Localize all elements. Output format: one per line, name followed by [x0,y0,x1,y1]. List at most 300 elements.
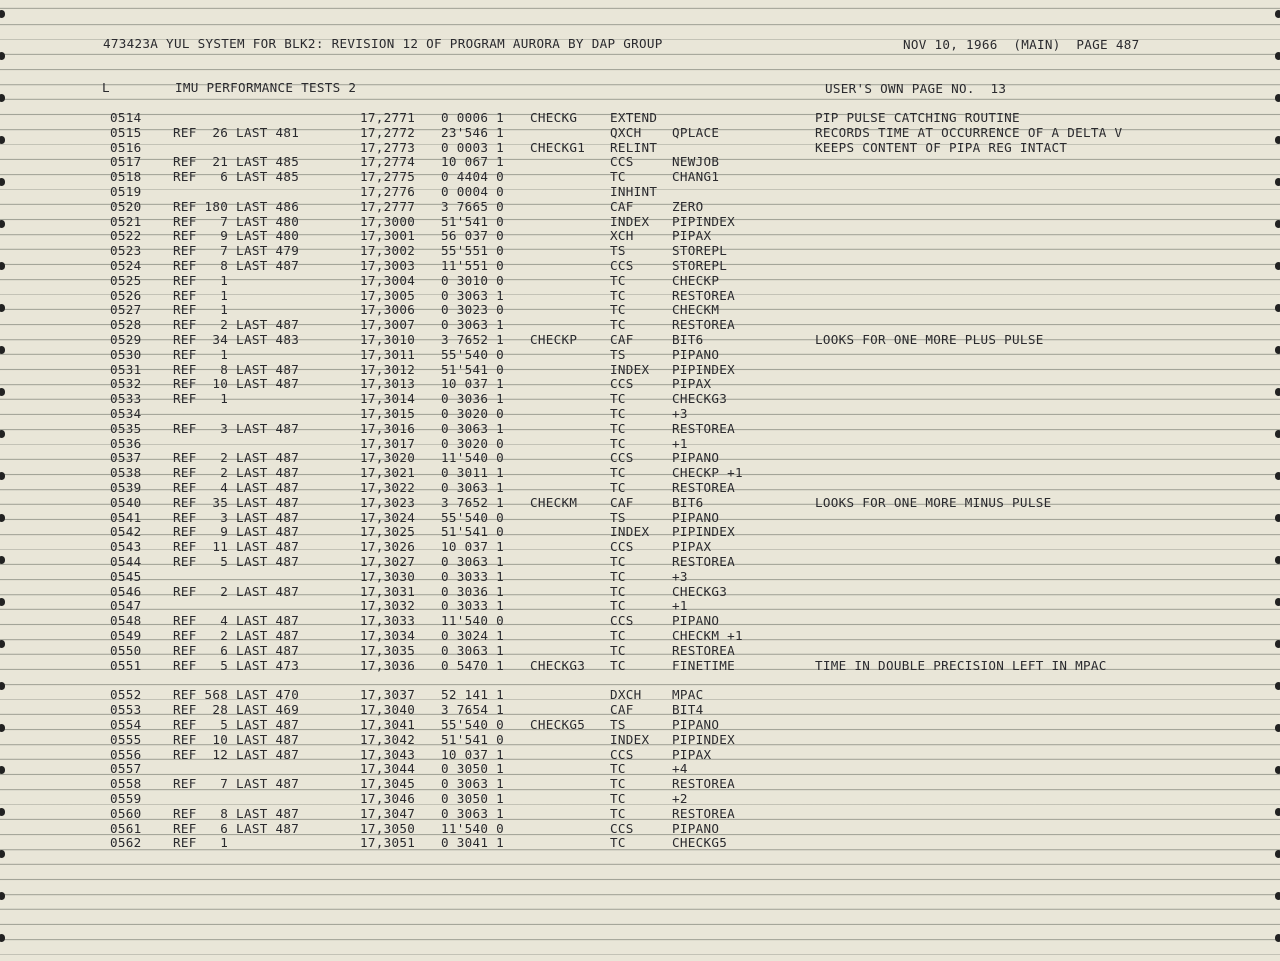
address: 17,3037 [360,687,416,703]
tractor-hole [0,598,5,606]
operand: CHECKM [672,302,720,318]
octal-code: 0 3036 1 [441,391,505,407]
opcode: TC [610,480,626,495]
reference: REF 28 LAST 469 [173,702,300,718]
reference: REF 568 LAST 470 [173,687,300,703]
header-title: 473423A YUL SYSTEM FOR BLK2: REVISION 12 OF PROGRAM AURORA BY DAP GROUP [103,36,663,51]
reference: REF 10 LAST 487 [173,731,300,747]
address: 17,2773 [360,139,416,155]
reference: REF 180 LAST 486 [173,198,300,214]
opcode: QXCH [610,124,642,140]
opcode: TS [610,346,626,362]
operand: RESTOREA [672,317,736,333]
tractor-hole [1275,682,1280,690]
opcode: INDEX [610,213,650,229]
line-number: 0542 [110,524,142,540]
operand: PIPINDEX [672,213,736,229]
label: CHECKG3 [530,657,586,673]
octal-code: 0 3011 1 [441,465,505,481]
tractor-hole [1275,94,1280,102]
address: 17,3050 [360,820,416,836]
opcode: EXTEND [610,110,658,125]
tractor-hole [1275,514,1280,522]
line-number: 0537 [110,450,142,466]
opcode: TC [610,317,626,333]
opcode: CCS [610,154,634,170]
tractor-hole [1275,598,1280,606]
line-number: 0545 [110,568,142,584]
operand: +3 [672,568,688,584]
line-number: 0514 [110,110,142,125]
opcode: TS [610,717,626,732]
address: 17,3046 [360,791,416,806]
tractor-hole [0,220,5,228]
reference: REF 4 LAST 487 [173,480,300,495]
octal-code: 11'540 0 [441,820,505,836]
line-number: 0535 [110,420,142,436]
reference: REF 26 LAST 481 [173,124,300,140]
subheader-marker: L [102,80,110,95]
address: 17,3051 [360,835,416,851]
line-number: 0533 [110,391,142,407]
line-number: 0517 [110,154,142,170]
octal-code: 3 7665 0 [441,198,505,214]
operand: PIPANO [672,450,720,466]
opcode: TC [610,272,626,288]
tractor-hole [0,262,5,270]
reference: REF 4 LAST 487 [173,613,300,629]
line-number: 0556 [110,746,142,762]
opcode: INDEX [610,361,650,377]
address: 17,3030 [360,568,416,584]
reference: REF 1 [173,272,229,288]
octal-code: 55'540 0 [441,509,505,525]
line-number: 0519 [110,184,142,199]
operand: BIT6 [672,332,704,347]
operand: +1 [672,598,688,614]
address: 17,3003 [360,258,416,273]
reference: REF 9 LAST 480 [173,228,300,244]
line-number: 0541 [110,509,142,525]
opcode: TC [610,805,626,821]
octal-code: 51'541 0 [441,361,505,377]
opcode: TC [610,554,626,569]
address: 17,3032 [360,598,416,614]
octal-code: 0 3063 1 [441,317,505,333]
line-number: 0538 [110,465,142,481]
line-number: 0544 [110,554,142,569]
address: 17,3002 [360,243,416,259]
reference: REF 2 LAST 487 [173,465,300,481]
line-number: 0547 [110,598,142,614]
tractor-hole [1275,892,1280,900]
tractor-hole [1275,220,1280,228]
opcode: TC [610,583,626,599]
operand: RESTOREA [672,776,736,792]
octal-code: 11'540 0 [441,613,505,629]
reference: REF 21 LAST 485 [173,154,300,170]
label: CHECKG [530,110,578,125]
line-number: 0530 [110,346,142,362]
octal-code: 0 3050 1 [441,791,505,806]
tractor-hole [1275,472,1280,480]
line-number: 0550 [110,642,142,658]
address: 17,3001 [360,228,416,244]
reference: REF 7 LAST 487 [173,776,300,792]
tractor-hole [0,94,5,102]
line-number: 0534 [110,406,142,421]
reference: REF 1 [173,835,229,851]
address: 17,3004 [360,272,416,288]
opcode: CCS [610,539,634,555]
tractor-hole [0,430,5,438]
opcode: CCS [610,258,634,273]
comment: PIP PULSE CATCHING ROUTINE [815,110,1020,125]
octal-code: 0 3063 1 [441,805,505,821]
octal-code: 55'551 0 [441,243,505,259]
tractor-hole [1275,640,1280,648]
operand: PIPANO [672,509,720,525]
octal-code: 0 0006 1 [441,110,505,125]
opcode: TS [610,509,626,525]
address: 17,3021 [360,465,416,481]
line-number: 0561 [110,820,142,836]
header-date-page: NOV 10, 1966 (MAIN) PAGE 487 [903,37,1140,52]
line-number: 0520 [110,198,142,214]
operand: BIT6 [672,494,704,510]
reference: REF 9 LAST 487 [173,524,300,540]
operand: CHECKP [672,272,720,288]
tractor-hole [1275,388,1280,396]
address: 17,3016 [360,420,416,436]
opcode: TC [610,420,626,436]
octal-code: 51'541 0 [441,524,505,540]
line-number: 0553 [110,702,142,718]
operand: PIPAX [672,746,712,762]
line-number: 0528 [110,317,142,333]
reference: REF 1 [173,287,229,303]
opcode: TC [610,598,626,614]
line-number: 0551 [110,657,142,673]
tractor-hole [1275,766,1280,774]
octal-code: 10 037 1 [441,746,505,762]
line-number: 0540 [110,494,142,510]
address: 17,3042 [360,731,416,747]
opcode: TC [610,302,626,318]
operand: +1 [672,435,688,451]
operand: CHECKM +1 [672,628,743,643]
opcode: TC [610,791,626,806]
address: 17,3035 [360,642,416,658]
octal-code: 0 3063 1 [441,480,505,495]
operand: MPAC [672,687,704,703]
tractor-hole [1275,136,1280,144]
opcode: TC [610,169,626,185]
octal-code: 0 3063 1 [441,554,505,569]
reference: REF 8 LAST 487 [173,805,300,821]
line-number: 0539 [110,480,142,495]
octal-code: 0 3063 1 [441,287,505,303]
line-number: 0516 [110,139,142,155]
octal-code: 55'540 0 [441,346,505,362]
address: 17,3006 [360,302,416,318]
operand: CHECKG3 [672,583,728,599]
address: 17,3005 [360,287,416,303]
address: 17,3031 [360,583,416,599]
comment: TIME IN DOUBLE PRECISION LEFT IN MPAC [815,657,1107,673]
reference: REF 5 LAST 487 [173,717,300,732]
operand: RESTOREA [672,805,736,821]
reference: REF 6 LAST 485 [173,169,300,185]
octal-code: 3 7652 1 [441,332,505,347]
operand: RESTOREA [672,287,736,303]
octal-code: 10 067 1 [441,154,505,170]
opcode: CAF [610,702,634,718]
line-number: 0525 [110,272,142,288]
tractor-hole [1275,346,1280,354]
tractor-hole [0,178,5,186]
address: 17,3034 [360,628,416,643]
reference: REF 8 LAST 487 [173,258,300,273]
opcode: TC [610,391,626,407]
operand: BIT4 [672,702,704,718]
octal-code: 0 3020 0 [441,435,505,451]
opcode: TC [610,465,626,481]
tractor-hole [0,472,5,480]
operand: CHECKG3 [672,391,728,407]
tractor-hole [1275,430,1280,438]
address: 17,3041 [360,717,416,732]
line-number: 0527 [110,302,142,318]
address: 17,3024 [360,509,416,525]
address: 17,3014 [360,391,416,407]
opcode: CCS [610,613,634,629]
label: CHECKG1 [530,139,586,155]
octal-code: 0 3033 1 [441,598,505,614]
tractor-hole [0,766,5,774]
comment: LOOKS FOR ONE MORE PLUS PULSE [815,332,1044,347]
address: 17,3020 [360,450,416,466]
tractor-hole [0,52,5,60]
address: 17,3036 [360,657,416,673]
tractor-hole [0,892,5,900]
line-number: 0532 [110,376,142,392]
left-tractor-holes [0,0,8,961]
octal-code: 51'541 0 [441,731,505,747]
line-number: 0546 [110,583,142,599]
reference: REF 2 LAST 487 [173,628,300,643]
reference: REF 1 [173,346,229,362]
operand: STOREPL [672,258,728,273]
reference: REF 2 LAST 487 [173,317,300,333]
line-number: 0526 [110,287,142,303]
address: 17,3047 [360,805,416,821]
octal-code: 10 037 1 [441,539,505,555]
line-number: 0524 [110,258,142,273]
opcode: CCS [610,376,634,392]
comment: LOOKS FOR ONE MORE MINUS PULSE [815,494,1052,510]
tractor-hole [1275,556,1280,564]
opcode: TC [610,835,626,851]
reference: REF 35 LAST 487 [173,494,300,510]
reference: REF 34 LAST 483 [173,332,300,347]
line-number: 0560 [110,805,142,821]
tractor-hole [1275,178,1280,186]
reference: REF 2 LAST 487 [173,450,300,466]
address: 17,3026 [360,539,416,555]
opcode: TC [610,287,626,303]
tractor-hole [0,640,5,648]
opcode: TC [610,435,626,451]
octal-code: 55'540 0 [441,717,505,732]
operand: PIPINDEX [672,731,736,747]
octal-code: 0 3063 1 [441,776,505,792]
opcode: TC [610,642,626,658]
opcode: TC [610,761,626,777]
opcode: INHINT [610,184,658,199]
octal-code: 56 037 0 [441,228,505,244]
reference: REF 12 LAST 487 [173,746,300,762]
tractor-hole [0,388,5,396]
octal-code: 0 3063 1 [441,420,505,436]
tractor-hole [1275,52,1280,60]
opcode: INDEX [610,731,650,747]
address: 17,3027 [360,554,416,569]
opcode: TC [610,406,626,421]
opcode: INDEX [610,524,650,540]
opcode: TC [610,628,626,643]
address: 17,3007 [360,317,416,333]
octal-code: 23'546 1 [441,124,505,140]
operand: NEWJOB [672,154,720,170]
line-number: 0552 [110,687,142,703]
operand: CHECKP +1 [672,465,743,481]
opcode: CCS [610,746,634,762]
reference: REF 10 LAST 487 [173,376,300,392]
address: 17,3022 [360,480,416,495]
line-number: 0557 [110,761,142,777]
reference: REF 11 LAST 487 [173,539,300,555]
octal-code: 0 0004 0 [441,184,505,199]
octal-code: 0 3050 1 [441,761,505,777]
address: 17,2772 [360,124,416,140]
octal-code: 51'541 0 [441,213,505,229]
tractor-hole [1275,808,1280,816]
operand: RESTOREA [672,554,736,569]
address: 17,3040 [360,702,416,718]
line-number: 0549 [110,628,142,643]
user-page-number: USER'S OWN PAGE NO. 13 [825,81,1007,96]
tractor-hole [1275,850,1280,858]
tractor-hole [0,304,5,312]
tractor-hole [1275,10,1280,18]
label: CHECKP [530,332,578,347]
address: 17,3025 [360,524,416,540]
address: 17,3015 [360,406,416,421]
address: 17,3045 [360,776,416,792]
operand: PIPANO [672,613,720,629]
address: 17,2776 [360,184,416,199]
label: CHECKG5 [530,717,586,732]
address: 17,2775 [360,169,416,185]
line-number: 0536 [110,435,142,451]
address: 17,2771 [360,110,416,125]
reference: REF 3 LAST 487 [173,509,300,525]
address: 17,3012 [360,361,416,377]
tractor-hole [1275,724,1280,732]
reference: REF 6 LAST 487 [173,642,300,658]
line-number: 0543 [110,539,142,555]
opcode: RELINT [610,139,658,155]
operand: RESTOREA [672,480,736,495]
operand: ZERO [672,198,704,214]
operand: PIPINDEX [672,524,736,540]
tractor-hole [0,136,5,144]
operand: +2 [672,791,688,806]
address: 17,2774 [360,154,416,170]
octal-code: 11'551 0 [441,258,505,273]
opcode: CAF [610,332,634,347]
octal-code: 0 3010 0 [441,272,505,288]
tractor-hole [0,346,5,354]
reference: REF 8 LAST 487 [173,361,300,377]
octal-code: 0 4404 0 [441,169,505,185]
reference: REF 5 LAST 473 [173,657,300,673]
operand: FINETIME [672,657,736,673]
reference: REF 1 [173,391,229,407]
operand: +4 [672,761,688,777]
reference: REF 6 LAST 487 [173,820,300,836]
octal-code: 52 141 1 [441,687,505,703]
operand: RESTOREA [672,642,736,658]
line-number: 0558 [110,776,142,792]
operand: RESTOREA [672,420,736,436]
line-number: 0529 [110,332,142,347]
operand: PIPANO [672,820,720,836]
octal-code: 10 037 1 [441,376,505,392]
tractor-hole [0,10,5,18]
reference: REF 2 LAST 487 [173,583,300,599]
address: 17,3000 [360,213,416,229]
opcode: TC [610,776,626,792]
operand: CHECKG5 [672,835,728,851]
subheader-title: IMU PERFORMANCE TESTS 2 [175,80,357,95]
operand: CHANG1 [672,169,720,185]
octal-code: 0 5470 1 [441,657,505,673]
octal-code: 0 0003 1 [441,139,505,155]
tractor-hole [0,514,5,522]
operand: +3 [672,406,688,421]
tractor-hole [0,556,5,564]
line-number: 0521 [110,213,142,229]
operand: QPLACE [672,124,720,140]
operand: PIPAX [672,228,712,244]
octal-code: 11'540 0 [441,450,505,466]
octal-code: 0 3041 1 [441,835,505,851]
opcode: DXCH [610,687,642,703]
operand: PIPANO [672,346,720,362]
line-number: 0548 [110,613,142,629]
reference: REF 3 LAST 487 [173,420,300,436]
tractor-hole [0,724,5,732]
reference: REF 5 LAST 487 [173,554,300,569]
octal-code: 3 7652 1 [441,494,505,510]
octal-code: 0 3023 0 [441,302,505,318]
line-number: 0559 [110,791,142,806]
line-number: 0522 [110,228,142,244]
line-number: 0554 [110,717,142,732]
octal-code: 3 7654 1 [441,702,505,718]
